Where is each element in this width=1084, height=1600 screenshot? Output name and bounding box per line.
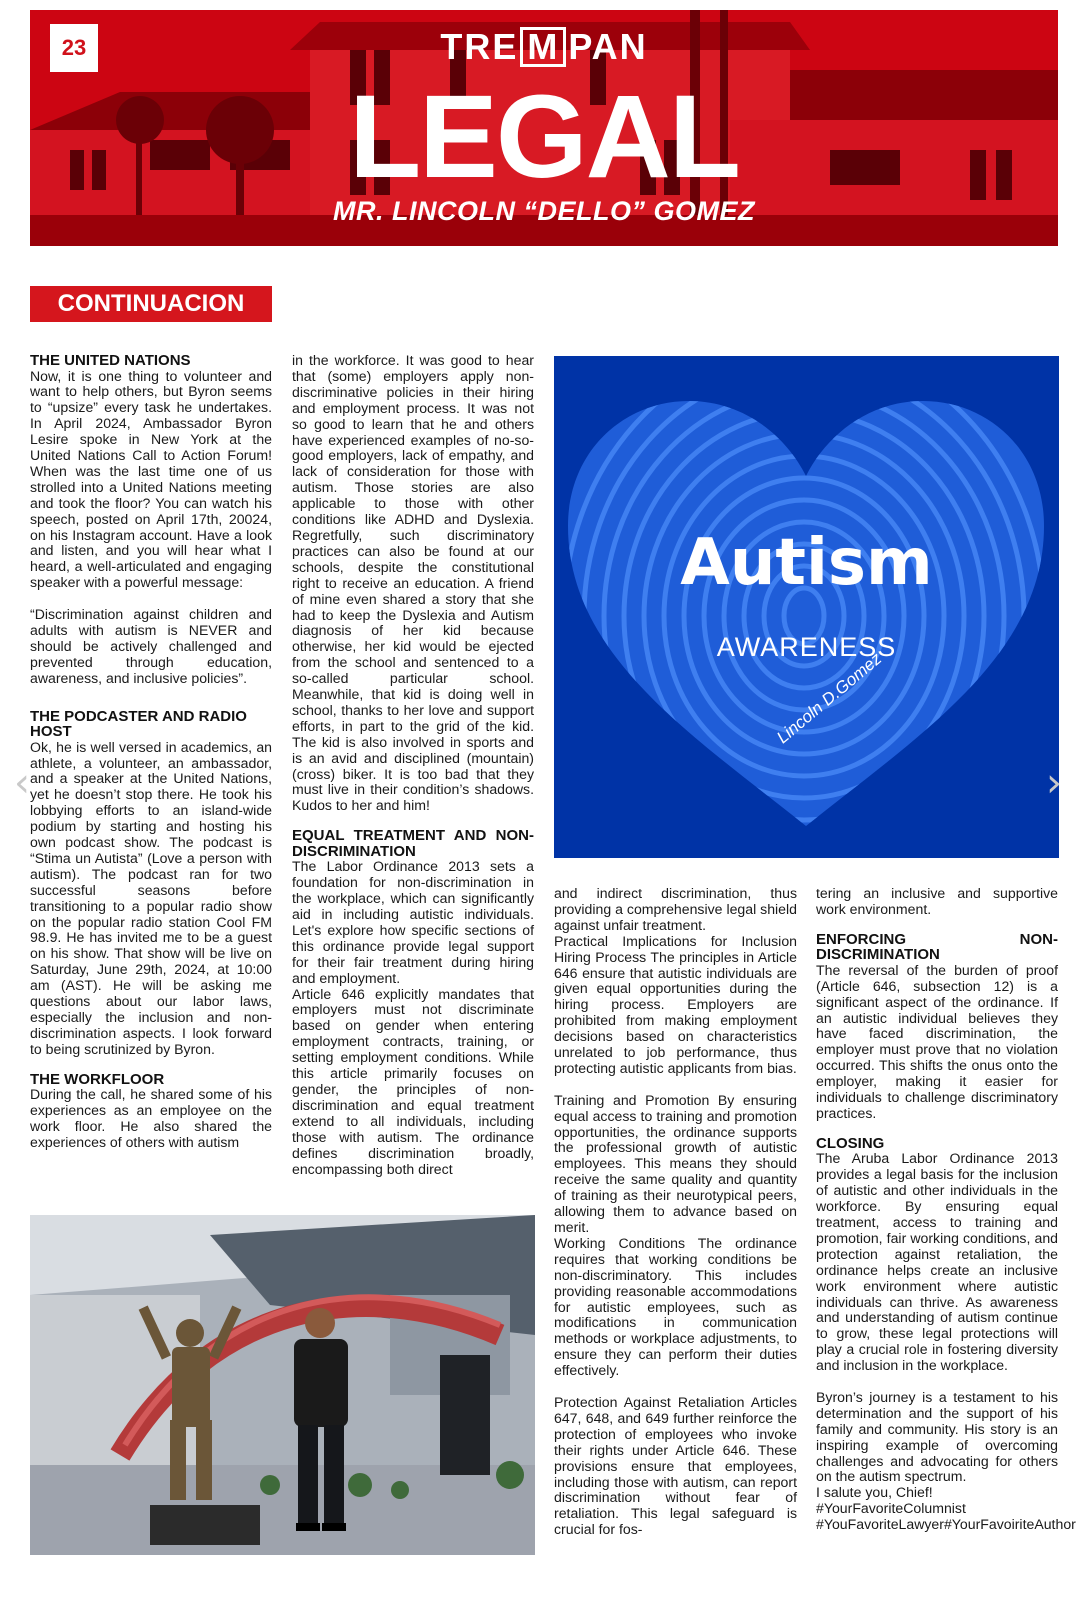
heading-podcaster: THE PODCASTER AND RADIO HOST bbox=[30, 707, 247, 741]
brand-logo bbox=[30, 26, 1058, 68]
paragraph-closing: The Aruba Labor Ordinance 2013 provides a legal basis for the inclusion of autistic and other individuals in the workforce. By ensuring equal treatment, access to training and promotion, fair working conditions, and protection against retaliation, the ordinance helps create an inclusive work environment where autistic individuals can thrive. As awareness and understanding of autism continue to grow, these legal protections will play a crucial role in fostering diversity and inclusion in the workplace. bbox=[816, 1150, 1058, 1374]
spacer bbox=[816, 1122, 1058, 1136]
awareness-title: Autism bbox=[680, 526, 933, 600]
column-1 bbox=[30, 353, 272, 1151]
spacer bbox=[30, 687, 272, 709]
heading-workfloor: THE WORKFLOOR bbox=[30, 1070, 165, 1088]
brand-post: PAN bbox=[568, 26, 648, 67]
column-4 bbox=[816, 885, 1076, 1533]
previous-page-arrow-icon[interactable]: ‹ bbox=[14, 760, 30, 806]
page-number: 23 bbox=[50, 24, 98, 72]
spacer bbox=[30, 1058, 272, 1072]
author-name: MR. LINCOLN “DELLO” GOMEZ bbox=[333, 196, 755, 226]
section-title: LEGAL bbox=[349, 71, 739, 203]
hashtags-line: #YourFavoriteColumnist #YouFavoriteLawyer#YourFavoiriteAuthor bbox=[816, 1500, 1076, 1533]
paragraph-working-conditions: Working Conditions The ordinance requires that working conditions be non-discriminatory. This includes providing reasonable accommodations for autistic employees, such as modifications in communication methods or workplace adjustments, to ensure they can perform their duties effectively. bbox=[554, 1234, 797, 1379]
paragraph-training-promotion: Training and Promotion By ensuring equal access to training and promotion opportunities, the ordinance supports the professional growth of autistic employees. This means they should receive the same quality and quantity of training as their neurotypical peers, allowing them to advance based on merit. bbox=[554, 1091, 797, 1236]
artist-signature: Lincoln D.Gomez bbox=[773, 648, 886, 748]
header-banner bbox=[30, 10, 1058, 246]
awareness-subtitle: AWARENESS bbox=[716, 632, 897, 662]
quote-paragraph: “Discrimination against children and adults with autism is NEVER and should be actively challenged and prevented through education, awareness, and inclusive policies”. bbox=[30, 606, 272, 686]
heading-united-nations: THE UNITED NATIONS bbox=[30, 352, 191, 369]
paragraph-indirect-discrimination: and indirect discrimination, thus providing a comprehensive legal shield against unfair treatment. bbox=[554, 885, 797, 933]
column-3 bbox=[554, 886, 797, 1538]
salute-line: I salute you, Chief! bbox=[816, 1484, 933, 1501]
continuation-badge: CONTINUACION bbox=[30, 286, 272, 322]
spacer bbox=[292, 814, 534, 828]
man-with-statue-photo bbox=[30, 1215, 535, 1555]
paragraph-workfloor: During the call, he shared some of his experiences as an employee on the work floor. He also shared the experiences of others with autism bbox=[30, 1086, 272, 1150]
next-page-arrow-icon[interactable]: › bbox=[1046, 760, 1062, 806]
heading-equal-treatment: EQUAL TREATMENT AND NON-DISCRIMINATION bbox=[292, 827, 534, 860]
paragraph-labor-ordinance: The Labor Ordinance 2013 sets a foundation for non-discrimination in the workplace, which can significantly aid in including autistic individuals. Let's explore how specific sections of this ordinance provide legal support for their fair treatment during hiring and employment. bbox=[292, 858, 534, 986]
paragraph-burden-of-proof: The reversal of the burden of proof (Article 646, subsection 12) is a significant aspect of the ordinance. If an autistic individual believes they have faced discrimination, the employer must prove that no violation occurred. This shifts the onus onto the employer, making it easier for individuals to challenge discriminatory practices. bbox=[816, 961, 1058, 1121]
paragraph-retaliation: Protection Against Retaliation Articles 647, 648, and 649 further reinforce the protection of employees who invoke their rights under Article 646. These provisions ensure that employees, including those with autism, can report discrimination without fear of retaliation. This legal safeguard is crucial for fos- bbox=[554, 1393, 797, 1538]
paragraph-byron-journey: Byron’s journey is a testament to his determination and the support of his family and community. His story is an inspiring example of overcoming challenges and advocating for others on the autism spectrum. bbox=[816, 1388, 1058, 1485]
paragraph-article-646: Article 646 explicitly mandates that employers must not discriminate based on gender when entering employment contracts, training, or setting employment conditions. While this article primarily focuses on gender, the principles of non-discrimination and equal treatment extend to all individuals, including those with autism. The ordinance defines discrimination broadly, encompassing both direct bbox=[292, 985, 534, 1177]
paragraph-united-nations: Now, it is one thing to volunteer and want to help others, but Byron seems to “upsize” every task he undertakes. In April 2024, Ambassador Byron Lesire spoke in New York at the United Nations Call to Action Forum! When was the last time one of us strolled into a United Nations meeting and took the floor? You can watch his speech, posted on April 17th, 20024, on his Instagram account. Have a look and listen, and you will hear what I heard, a well-articulated and engaging speaker with a powerful message: bbox=[30, 367, 272, 591]
paragraph-podcaster: Ok, he is well versed in academics, an athlete, a volunteer, an ambassador, and a speaker at the United Nations, yet he doesn’t stop there. He took his lobbying efforts to an island-wide podium by starting and hosting his own podcast show. The podcast is “Stima un Autista” (Love a person with autism). The podcast ran for two successful seasons before transitioning to a popular radio show on the popular radio station Cool FM 98.9. He has invited me to be a guest on his show. That show will be live on Saturday, June 29th, 2024, at 10:00 am (AST). He will be asking me questions about our labor laws, especially the inclusion and non-discrimination aspects. I look forward to being scrutinized by Byron. bbox=[30, 738, 272, 1057]
brand-m-box: M bbox=[520, 27, 566, 67]
brand-pre: TRE bbox=[440, 26, 519, 67]
heading-closing: CLOSING bbox=[816, 1134, 885, 1152]
autism-awareness-graphic bbox=[554, 356, 1059, 858]
photo-illustration bbox=[30, 1215, 535, 1555]
paragraph-workforce: in the workforce. It was good to hear that (some) employers apply non-discriminative policies in their hiring and employment process. It was not so good to learn that he and others have experienced examples of no-so-good employers, lack of empathy, and lack of consideration for those with autism. Those stories are also applicable to those with other conditions like ADHD and Dyslexia. Regretfully, such discriminatory practices can also be found at our schools, despite the constitutional right to receive an education. A friend of mine even shared a story that she had to keep the Dyslexia and Autism diagnosis of her kid because otherwise, her kid would be ejected from the school and sentenced to a so-called particular school. Meanwhile, that kid is doing well in school, thanks to her love and support efforts, in part to the grid of the kid. The kid is also involved in sports and is an avid and disciplined (mountain) (cross) biker. It is too bad that they must live in their condition’s shadows. Kudos to her and him! bbox=[292, 352, 534, 814]
column-2 bbox=[292, 353, 534, 1177]
paragraph-supportive-environment: tering an inclusive and supportive work environment. bbox=[816, 885, 1058, 917]
fingerprint-heart-icon bbox=[554, 356, 1059, 858]
heading-enforcing: ENFORCING NON-DISCRIMINATION bbox=[816, 930, 1058, 964]
paragraph-hiring-process: Practical Implications for Inclusion Hiring Process The principles in Article 646 ensure that autistic individuals are given equal opportunities during the hiring process. Employers are prohibited from making employment decisions based on characteristics unrelated to job performance, thus protecting autistic applicants from bias. bbox=[554, 932, 797, 1076]
spacer bbox=[816, 918, 1058, 932]
